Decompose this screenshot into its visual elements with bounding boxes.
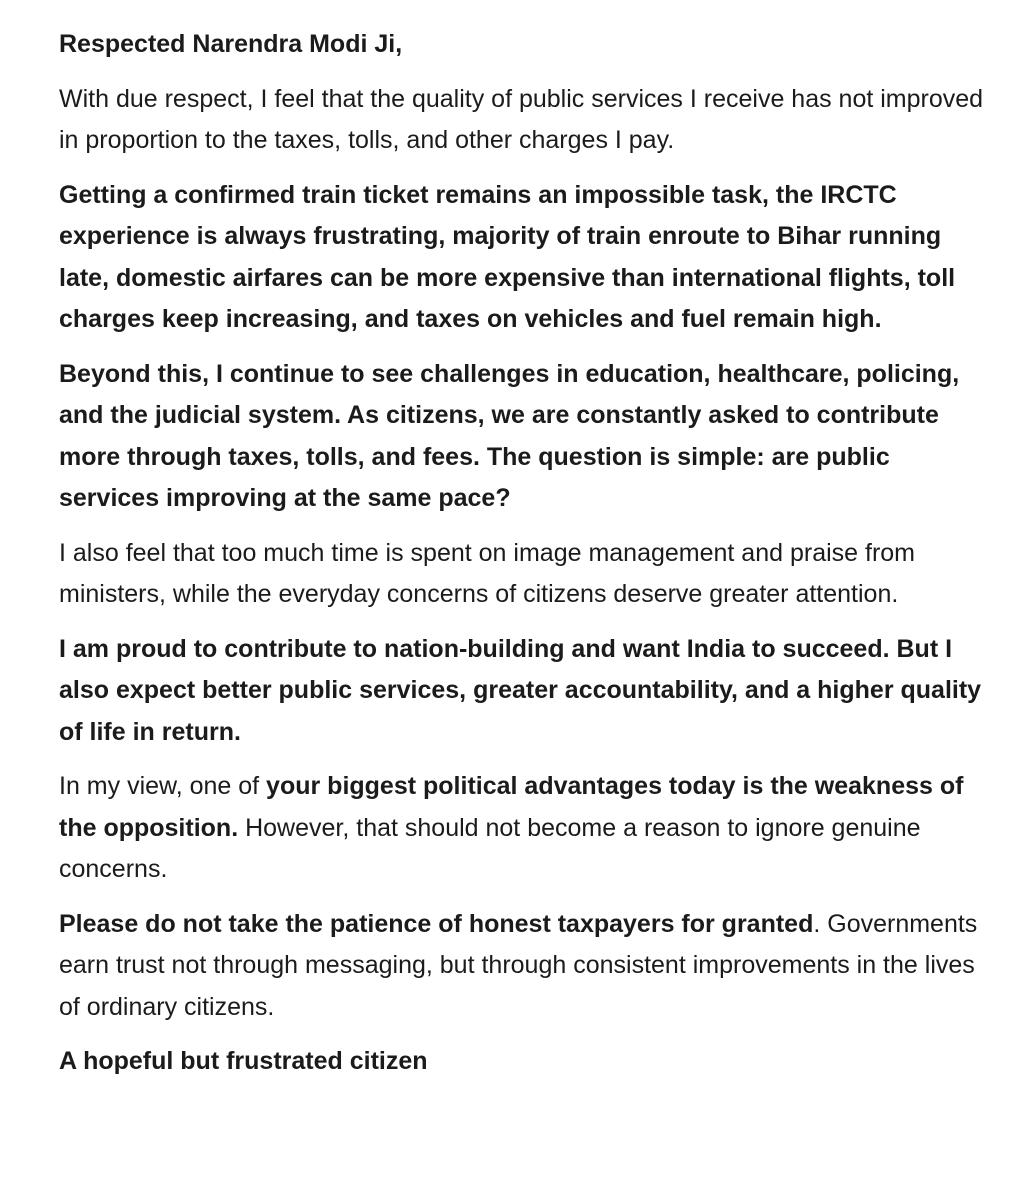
opposition-tail-text: However, that should not become a reason to ignore genuine concerns. [59, 813, 921, 883]
paragraph-opposition [59, 766, 989, 891]
letter-signoff: A hopeful but frustrated citizen [59, 1047, 428, 1075]
letter-document [59, 24, 989, 1096]
taxpayer-tail-text: . Governments earn trust not through messaging, but through consistent improvements in the lives of ordinary citizens. [59, 909, 978, 1021]
paragraph-public-sector-challenges: Beyond this, I continue to see challenges in education, healthcare, policing, and the judicial system. As citizens, we are constantly asked to contribute more through taxes, tolls, and fees. The question is simple: are public services improving at the same pace? [59, 359, 960, 512]
paragraph-taxpayer-patience [59, 904, 989, 1029]
letter-salutation: Respected Narendra Modi Ji, [59, 30, 403, 58]
opposition-lead-text: In my view, one of [59, 772, 267, 800]
paragraph-services-concern: With due respect, I feel that the quality of public services I receive has not improved in proportion to the taxes, tolls, and other charges I pay. [59, 84, 984, 154]
paragraph-transport-complaints: Getting a confirmed train ticket remains an impossible task, the IRCTC experience is always frustrating, majority of train enroute to Bihar running late, domestic airfares can be more expensive than international flights, toll charges keep increasing, and taxes on vehicles and fuel remain high. [59, 180, 956, 333]
taxpayer-emphasis-text: Please do not take the patience of honest taxpayers for granted [59, 909, 814, 938]
paragraph-image-management: I also feel that too much time is spent on image management and praise from ministers, while the everyday concerns of citizens deserve greater attention. [59, 538, 916, 608]
opposition-emphasis-text: your biggest political advantages today is the weakness of the opposition. [59, 772, 964, 842]
paragraph-nation-building: I am proud to contribute to nation-building and want India to succeed. But I also expect better public services, greater accountability, and a higher quality of life in return. [59, 634, 982, 746]
